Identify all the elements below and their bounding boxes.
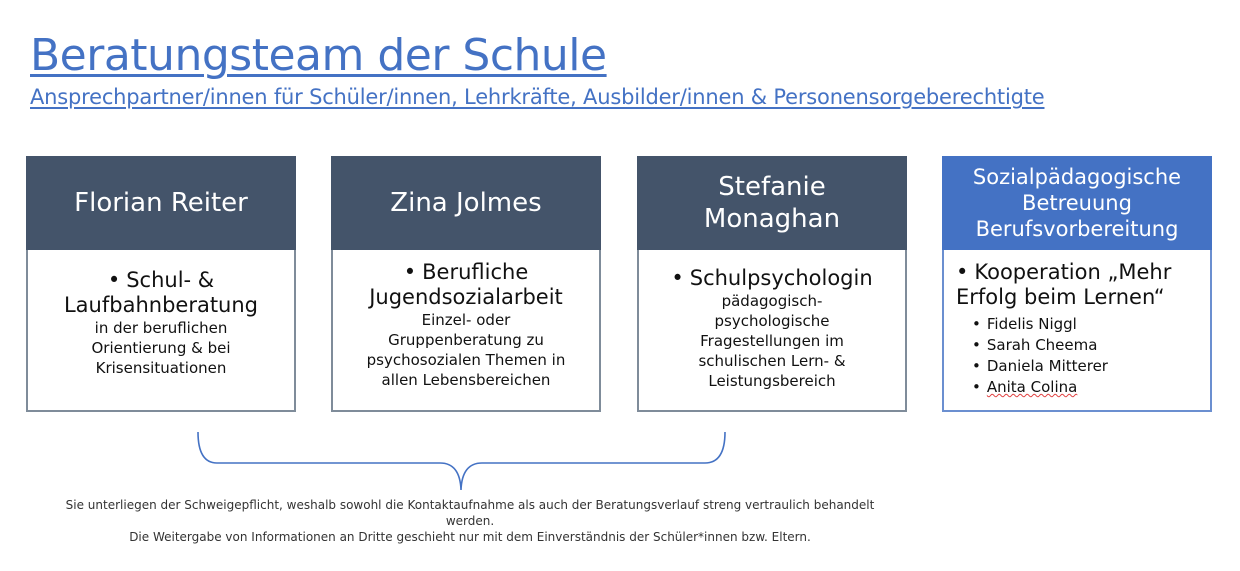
card-header: Stefanie Monaghan	[637, 156, 907, 250]
page-title: Beratungsteam der Schule	[30, 30, 607, 81]
advisor-card-stefanie-monaghan	[637, 156, 907, 412]
bullet-icon: •	[107, 268, 121, 292]
service-description: in der beruflichen Orientierung & bei Krisensituationen	[91, 319, 231, 377]
bullet-icon: •	[956, 260, 969, 284]
card-body	[26, 250, 296, 412]
card-header: Florian Reiter	[26, 156, 296, 250]
bullet-icon: •	[403, 260, 417, 284]
service-title: • Schul- & Laufbahnberatung	[63, 268, 259, 317]
advisor-card-sozialpaedagogik	[942, 156, 1212, 412]
service-title: • Schulpsychologin	[671, 266, 873, 290]
list-item: • Daniela Mitterer	[972, 356, 1202, 377]
footnote-line-1: Sie unterliegen der Schweigepflicht, weshalb sowohl die Kontaktaufnahme als auch der Beratungsverlauf streng vertraulich behandelt werden.	[65, 498, 875, 528]
page-subtitle: Ansprechpartner/innen für Schüler/innen, Lehrkräfte, Ausbilder/innen & Personensorgeberechtigte	[30, 85, 1045, 109]
footnote-line-2: Die Weitergabe von Informationen an Dritte geschieht nur mit dem Einverständnis der Schüler*innen bzw. Eltern.	[129, 530, 811, 544]
advisor-card-florian-reiter	[26, 156, 296, 412]
card-body	[942, 250, 1212, 412]
card-body	[637, 250, 907, 412]
curly-brace-icon	[195, 430, 730, 492]
service-description: pädagogisch-psychologische Fragestellungen im schulischen Lern- & Leistungsbereich	[698, 292, 846, 390]
confidentiality-note	[60, 497, 880, 545]
card-header: Sozialpädagogische Betreuung Berufsvorbereitung	[942, 156, 1212, 250]
list-item: • Anita Colina	[972, 377, 1202, 398]
advisor-card-zina-jolmes	[331, 156, 601, 412]
member-list	[972, 314, 1202, 398]
service-title: • Kooperation „Mehr Erfolg beim Lernen“	[956, 260, 1172, 309]
service-title: • Berufliche Jugendsozialarbeit	[369, 260, 563, 309]
card-body	[331, 250, 601, 412]
bullet-icon: •	[671, 266, 684, 290]
card-header: Zina Jolmes	[331, 156, 601, 250]
list-item: • Fidelis Niggl	[972, 314, 1202, 335]
service-description: Einzel- oder Gruppenberatung zu psychosozialen Themen in allen Lebensbereichen	[366, 311, 566, 389]
list-item: • Sarah Cheema	[972, 335, 1202, 356]
